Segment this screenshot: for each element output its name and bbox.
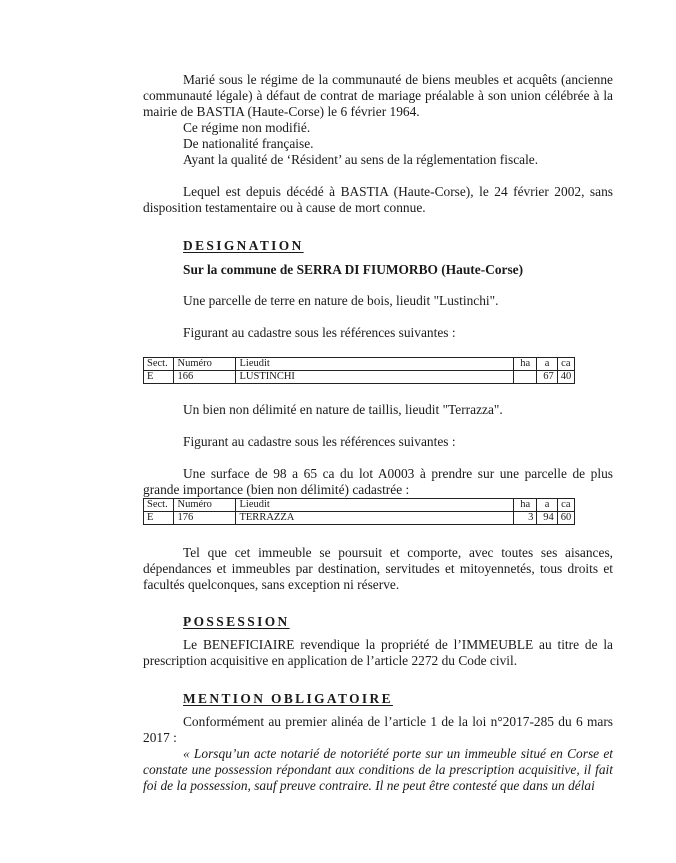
col-header-a: a	[537, 358, 557, 371]
col-header-ca: ca	[557, 499, 574, 512]
table-row	[144, 371, 575, 384]
tel-que-paragraph: Tel que cet immeuble se poursuit et comporte, avec toutes ses aisances, dépendances et immeubles par destination, servitudes et mitoyennetés, tous droits et facultés quelconques, sans exception ni réserve.	[143, 545, 613, 592]
mention-block	[143, 714, 613, 794]
cell-lieudit: TERRAZZA	[236, 512, 514, 525]
figurant2-text: Figurant au cadastre sous les références suivantes :	[183, 434, 456, 449]
cell-lieudit: LUSTINCHI	[236, 371, 514, 384]
table-header-row	[144, 499, 575, 512]
possession-block	[143, 637, 613, 669]
col-header-ha: ha	[513, 499, 536, 512]
surface-paragraph: Une surface de 98 a 65 ca du lot A0003 à prendre sur une parcelle de plus grande importance (bien non délimité) cadastrée :	[143, 466, 613, 497]
cell-ha	[513, 371, 536, 384]
parcel2-text: Un bien non délimité en nature de taillis, lieudit "Terrazza".	[183, 402, 503, 417]
designation-heading: DESIGNATION	[183, 238, 304, 253]
col-header-a: a	[537, 499, 557, 512]
table-header-row	[144, 358, 575, 371]
cell-ca: 60	[557, 512, 574, 525]
mention-paragraph: Conformément au premier alinéa de l’article 1 de la loi n°2017-285 du 6 mars 2017 :	[143, 714, 613, 745]
parcel1-text: Une parcelle de terre en nature de bois, lieudit "Lustinchi".	[183, 293, 499, 308]
cadastre-table-2	[143, 498, 575, 525]
cell-numero: 166	[174, 371, 236, 384]
tel-que-block	[143, 545, 613, 593]
cell-a: 94	[537, 512, 557, 525]
possession-heading: POSSESSION	[183, 614, 290, 629]
cell-a: 67	[537, 371, 557, 384]
col-header-lieudit: Lieudit	[236, 499, 514, 512]
commune-line: Sur la commune de SERRA DI FIUMORBO (Haute-Corse)	[183, 262, 524, 277]
col-header-sect: Sect.	[144, 499, 174, 512]
possession-paragraph: Le BENEFICIAIRE revendique la propriété de l’IMMEUBLE au titre de la prescription acquisitive en application de l’article 2272 du Code civil.	[143, 637, 613, 668]
marriage-paragraph: Marié sous le régime de la communauté de biens meubles et acquêts (ancienne communauté légale) à défaut de contrat de mariage préalable à son union célébrée à la mairie de BASTIA (Haute-Corse) le 6 février 1964.	[143, 72, 613, 119]
cell-numero: 176	[174, 512, 236, 525]
surface-block	[143, 466, 613, 498]
deces-paragraph: Lequel est depuis décédé à BASTIA (Haute-Corse), le 24 février 2002, sans disposition testamentaire ou à cause de mort connue.	[143, 184, 613, 215]
regime-line: Ce régime non modifié.	[183, 120, 311, 135]
nationality-line: De nationalité française.	[183, 136, 314, 151]
col-header-ha: ha	[513, 358, 536, 371]
cell-sect: E	[144, 512, 174, 525]
col-header-ca: ca	[557, 358, 574, 371]
resident-line: Ayant la qualité de ‘Résident’ au sens de la réglementation fiscale.	[183, 152, 539, 167]
figurant1-text: Figurant au cadastre sous les références suivantes :	[183, 325, 456, 340]
col-header-numero: Numéro	[174, 358, 236, 371]
col-header-lieudit: Lieudit	[236, 358, 514, 371]
deces-block	[143, 184, 613, 216]
cell-ha: 3	[513, 512, 536, 525]
mention-quote: « Lorsqu’un acte notarié de notoriété porte sur un immeuble situé en Corse et constate une possession répondant aux conditions de la prescription acquisitive, il fait foi de la possession, sauf preuve contraire. Il ne peut être contesté que dans un délai	[143, 746, 613, 793]
cadastre-table-1	[143, 357, 575, 384]
cell-ca: 40	[557, 371, 574, 384]
cell-sect: E	[144, 371, 174, 384]
mention-heading: MENTION OBLIGATOIRE	[183, 691, 393, 706]
col-header-numero: Numéro	[174, 499, 236, 512]
intro-block	[143, 72, 613, 168]
col-header-sect: Sect.	[144, 358, 174, 371]
table-row	[144, 512, 575, 525]
